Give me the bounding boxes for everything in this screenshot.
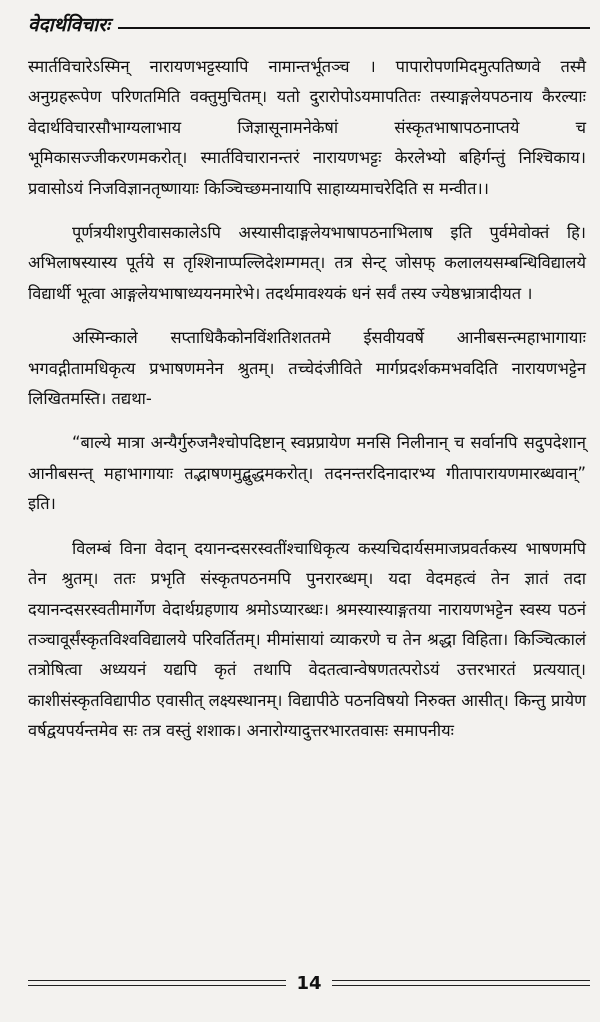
page-number: 14	[296, 972, 322, 994]
header-rule	[118, 27, 590, 29]
body-text	[28, 52, 586, 761]
footer-rule-right	[332, 980, 590, 986]
paragraph-5: विलम्बं विना वेदान् दयानन्दसरस्वतींश्चाधिकृत्य कस्यचिदार्यसमाजप्रवर्तकस्य भाषणमपि तेन श्रुतम्। ततः प्रभृति संस्कृतपठनमपि पुनरारब्धम्। यदा वेदमहत्वं तेन ज्ञातं तदा दयानन्दसरस्वतीमार्गेण वेदार्थग्रहणाय श्रमोऽप्यारब्धः। श्रमस्यास्याङ्गतया नारायणभट्टेन स्वस्य पठनं तञ्चावूर्संस्कृतविश्वविद्यालये परिवर्तितम्। मीमांसायां व्याकरणे च तेन श्रद्धा विहिता। किञ्चित्कालं तत्रोषित्वा अध्ययनं यद्यपि कृतं तथापि वेदतत्वान्वेषणतत्परोऽयं उत्तरभारतं प्रत्ययात्। काशीसंस्कृतविद्यापीठ एवासीत् लक्ष्यस्थानम्। विद्यापीठे पठनविषयो निरुक्त आसीत्। किन्तु प्रायेण वर्षद्वयपर्यन्तमेव सः तत्र वस्तुं शशाक। अनारोग्यादुत्तरभारतवासः समापनीयः	[28, 538, 586, 741]
page-footer	[28, 968, 590, 998]
paragraph-1: स्मार्तविचारेऽस्मिन् नारायणभट्टस्यापि नामान्तर्भूतञ्च । पापारोपणमिदमुत्पतिष्णवे तस्मै अनुग्रहरूपेण परिणतमिति वक्तुमुचितम्। यतो दुरारोपोऽयमापतितः तस्याङ्गलेयपठनाय कैरल्याः वेदार्थविचारसौभाग्यलाभाय जिज्ञासूनामनेकेषां संस्कृतभाषापठनाप्तये च भूमिकासज्जीकरणमकरोत्। स्मार्तविचारानन्तरं नारायणभट्टः केरलेभ्यो बहिर्गन्तुं निश्चिकाय। प्रवासोऽयं निजविज्ञानतृष्णायाः किञ्चिच्छमनायापि साहाय्यमाचरेदिति स मन्वीत।।	[28, 57, 586, 198]
running-head	[28, 8, 590, 38]
paragraph-2: पूर्णत्रयीशपुरीवासकालेऽपि अस्यासीदाङ्गलेयभाषापठनाभिलाष इति पुर्वमेवोक्तं हि। अभिलाषस्यास्य पूर्तये स तृश्शिनाप्पल्लिदेशम्गमत्। तत्र सेन्ट् जोसफ् कलालयसम्बन्धिविद्यालये विद्यार्थी भूत्वा आङ्गलेयभाषाध्ययनमारेभे। तदर्थमावश्यकं धनं सर्वं तस्य ज्येष्ठभ्रात्रादीयत ।	[28, 223, 586, 303]
paragraph-3: अस्मिन्काले सप्ताधिकैकोनविंशतिशततमे ईसवीयवर्षे आनीबसन्त्महाभागायाः भगवद्गीतामधिकृत्य प्रभाषणमनेन श्रुतम्। तच्चेदंजीविते मार्गप्रदर्शकमभवदिति नारायणभट्टेन लिखितमस्ति। तद्यथा-	[28, 328, 586, 409]
footer-rule-left	[28, 980, 286, 986]
quotation-paragraph: “बाल्ये मात्रा अन्यैर्गुरुजनैश्चोपदिष्टान् स्वप्नप्रायेण मनसि निलीनान् च सर्वानपि सदुपदेशान् आनीबसन्त् महाभागायाः तद्भाषणमुद्बुद्धमकरोत्। तदनन्तरदिनादारभ्य गीतापारायणमारब्धवान्” इति।	[28, 433, 586, 514]
running-title: वेदार्थविचारः	[28, 14, 110, 36]
